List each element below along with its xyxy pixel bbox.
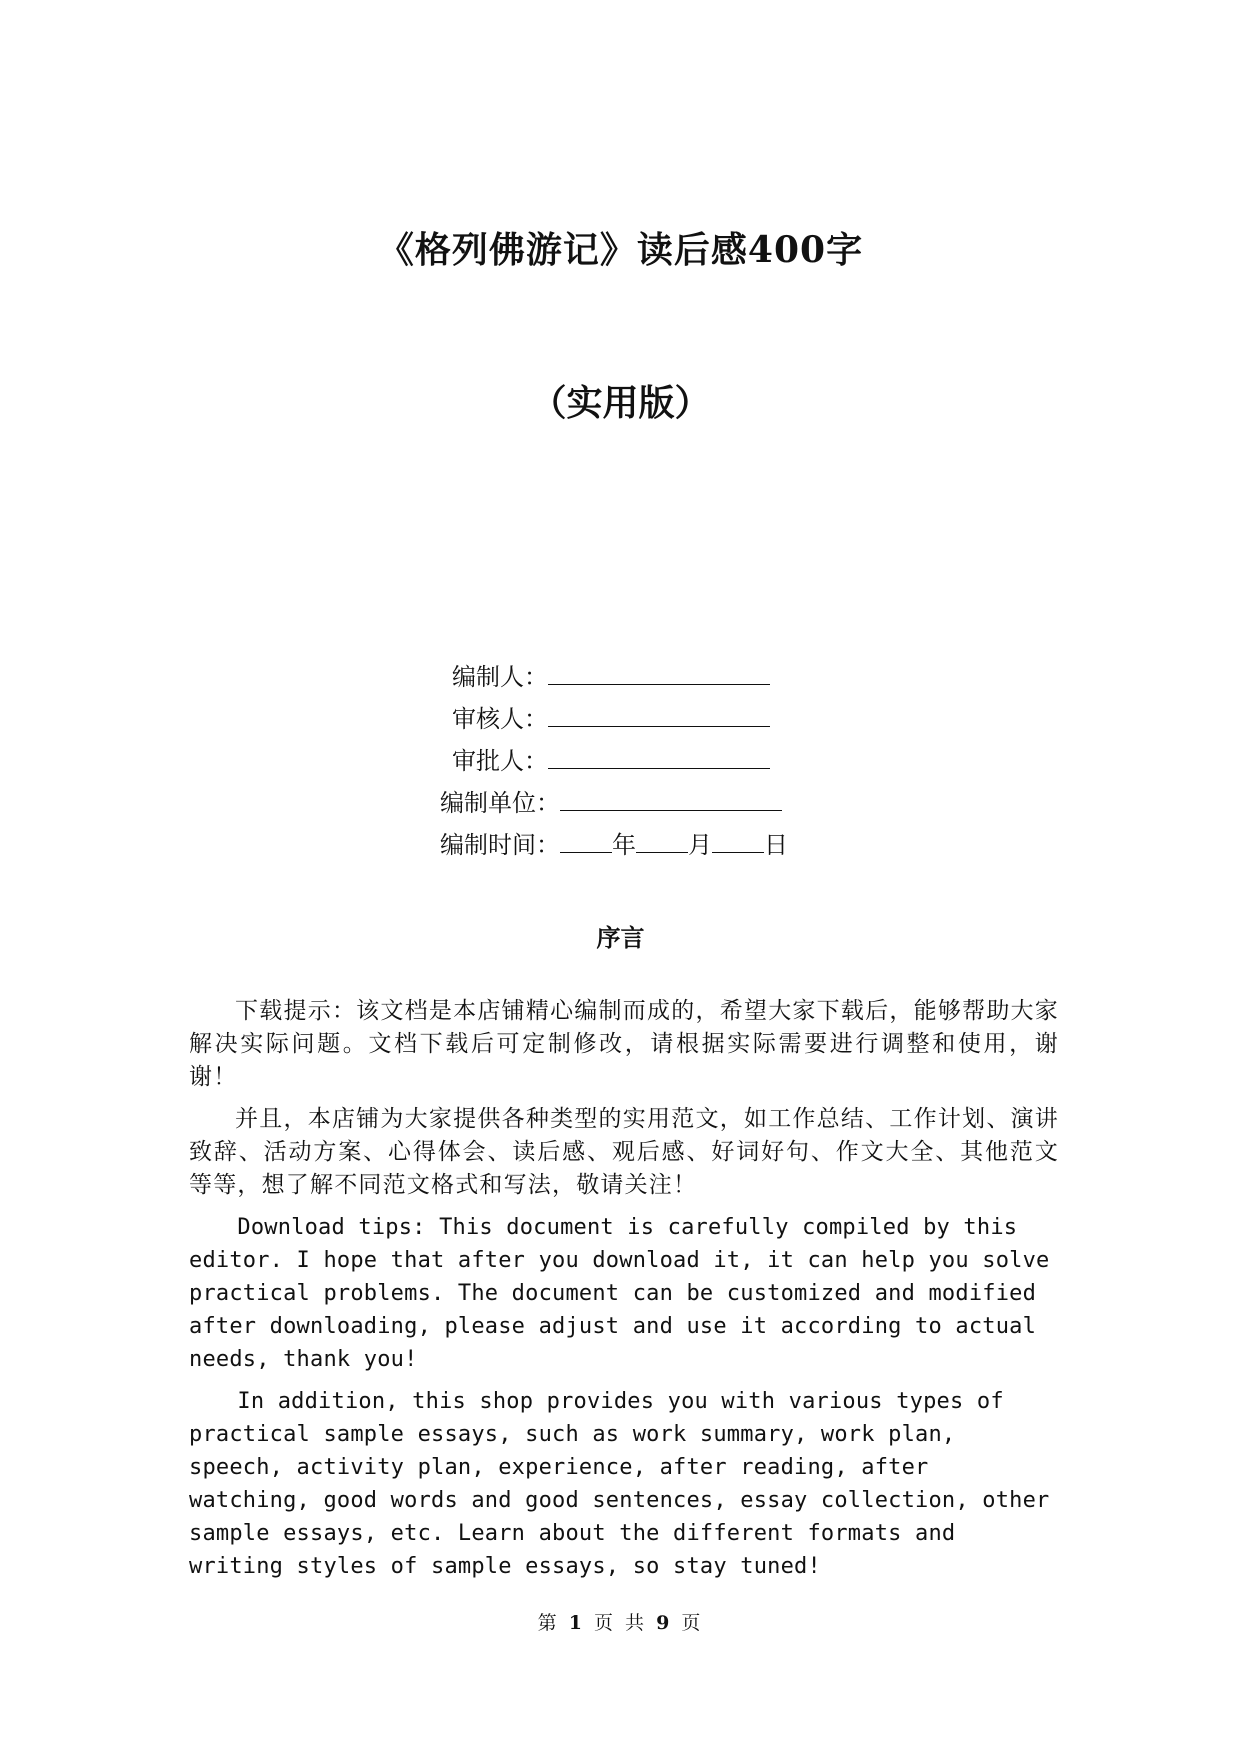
compiler-blank-line xyxy=(548,662,770,685)
year-blank-line xyxy=(560,830,612,853)
reviewer-blank-line xyxy=(548,704,770,727)
preface-cn-paragraph-1: 下载提示：该文档是本店铺精心编制而成的，希望大家下载后，能够帮助大家解决实际问题。文档下载后可定制修改，请根据实际需要进行调整和使用，谢谢！ xyxy=(189,998,1059,1090)
month-blank-line xyxy=(636,830,688,853)
page-footer xyxy=(0,1608,1241,1635)
month-label: 月 xyxy=(688,831,712,859)
preface-en-paragraph-2: In addition, this shop provides you with various types of practical sample essays, such as work summary, work plan, speech, activity plan, experience, after reading, after watching, good words and good sentences, essay collection, other sample essays, etc. Learn about the different formats and writing styles of sample essays, so stay tuned! xyxy=(189,1389,1050,1579)
preface-en-paragraph-1: Download tips: This document is carefully compiled by this editor. I hope that after you download it, it can help you solve practical problems. The document can be customized and modified after downloading, please adjust and use it according to actual needs, thank you! xyxy=(189,1215,1050,1372)
unit-row xyxy=(440,786,782,820)
day-label: 日 xyxy=(764,831,788,859)
reviewer-row xyxy=(452,702,770,736)
compiler-label: 编制人： xyxy=(452,663,548,691)
unit-blank-line xyxy=(560,788,782,811)
preface-cn-paragraph-2: 并且，本店铺为大家提供各种类型的实用范文，如工作总结、工作计划、演讲致辞、活动方案、心得体会、读后感、观后感、好词好句、作文大全、其他范文等等，想了解不同范文格式和写法，敬请关注！ xyxy=(189,1106,1059,1198)
footer-page-number: 1 xyxy=(568,1612,585,1634)
preface-heading: 序言 xyxy=(596,923,645,952)
footer-prefix: 第 xyxy=(537,1612,560,1634)
footer-total-pages: 9 xyxy=(656,1612,673,1634)
footer-suffix: 页 xyxy=(681,1612,704,1634)
approver-blank-line xyxy=(548,746,770,769)
approver-row xyxy=(452,744,770,778)
reviewer-label: 审核人： xyxy=(452,705,548,733)
footer-middle: 页 共 xyxy=(593,1612,648,1634)
time-label: 编制时间： xyxy=(440,831,560,859)
unit-label: 编制单位： xyxy=(440,789,560,817)
year-label: 年 xyxy=(612,831,636,859)
preface-body xyxy=(189,995,1059,1592)
compiler-row xyxy=(452,660,770,694)
document-subtitle: （实用版） xyxy=(530,382,711,424)
time-row xyxy=(440,828,788,862)
approver-label: 审批人： xyxy=(452,747,548,775)
day-blank-line xyxy=(712,830,764,853)
document-title: 《格列佛游记》读后感400字 xyxy=(377,229,864,271)
